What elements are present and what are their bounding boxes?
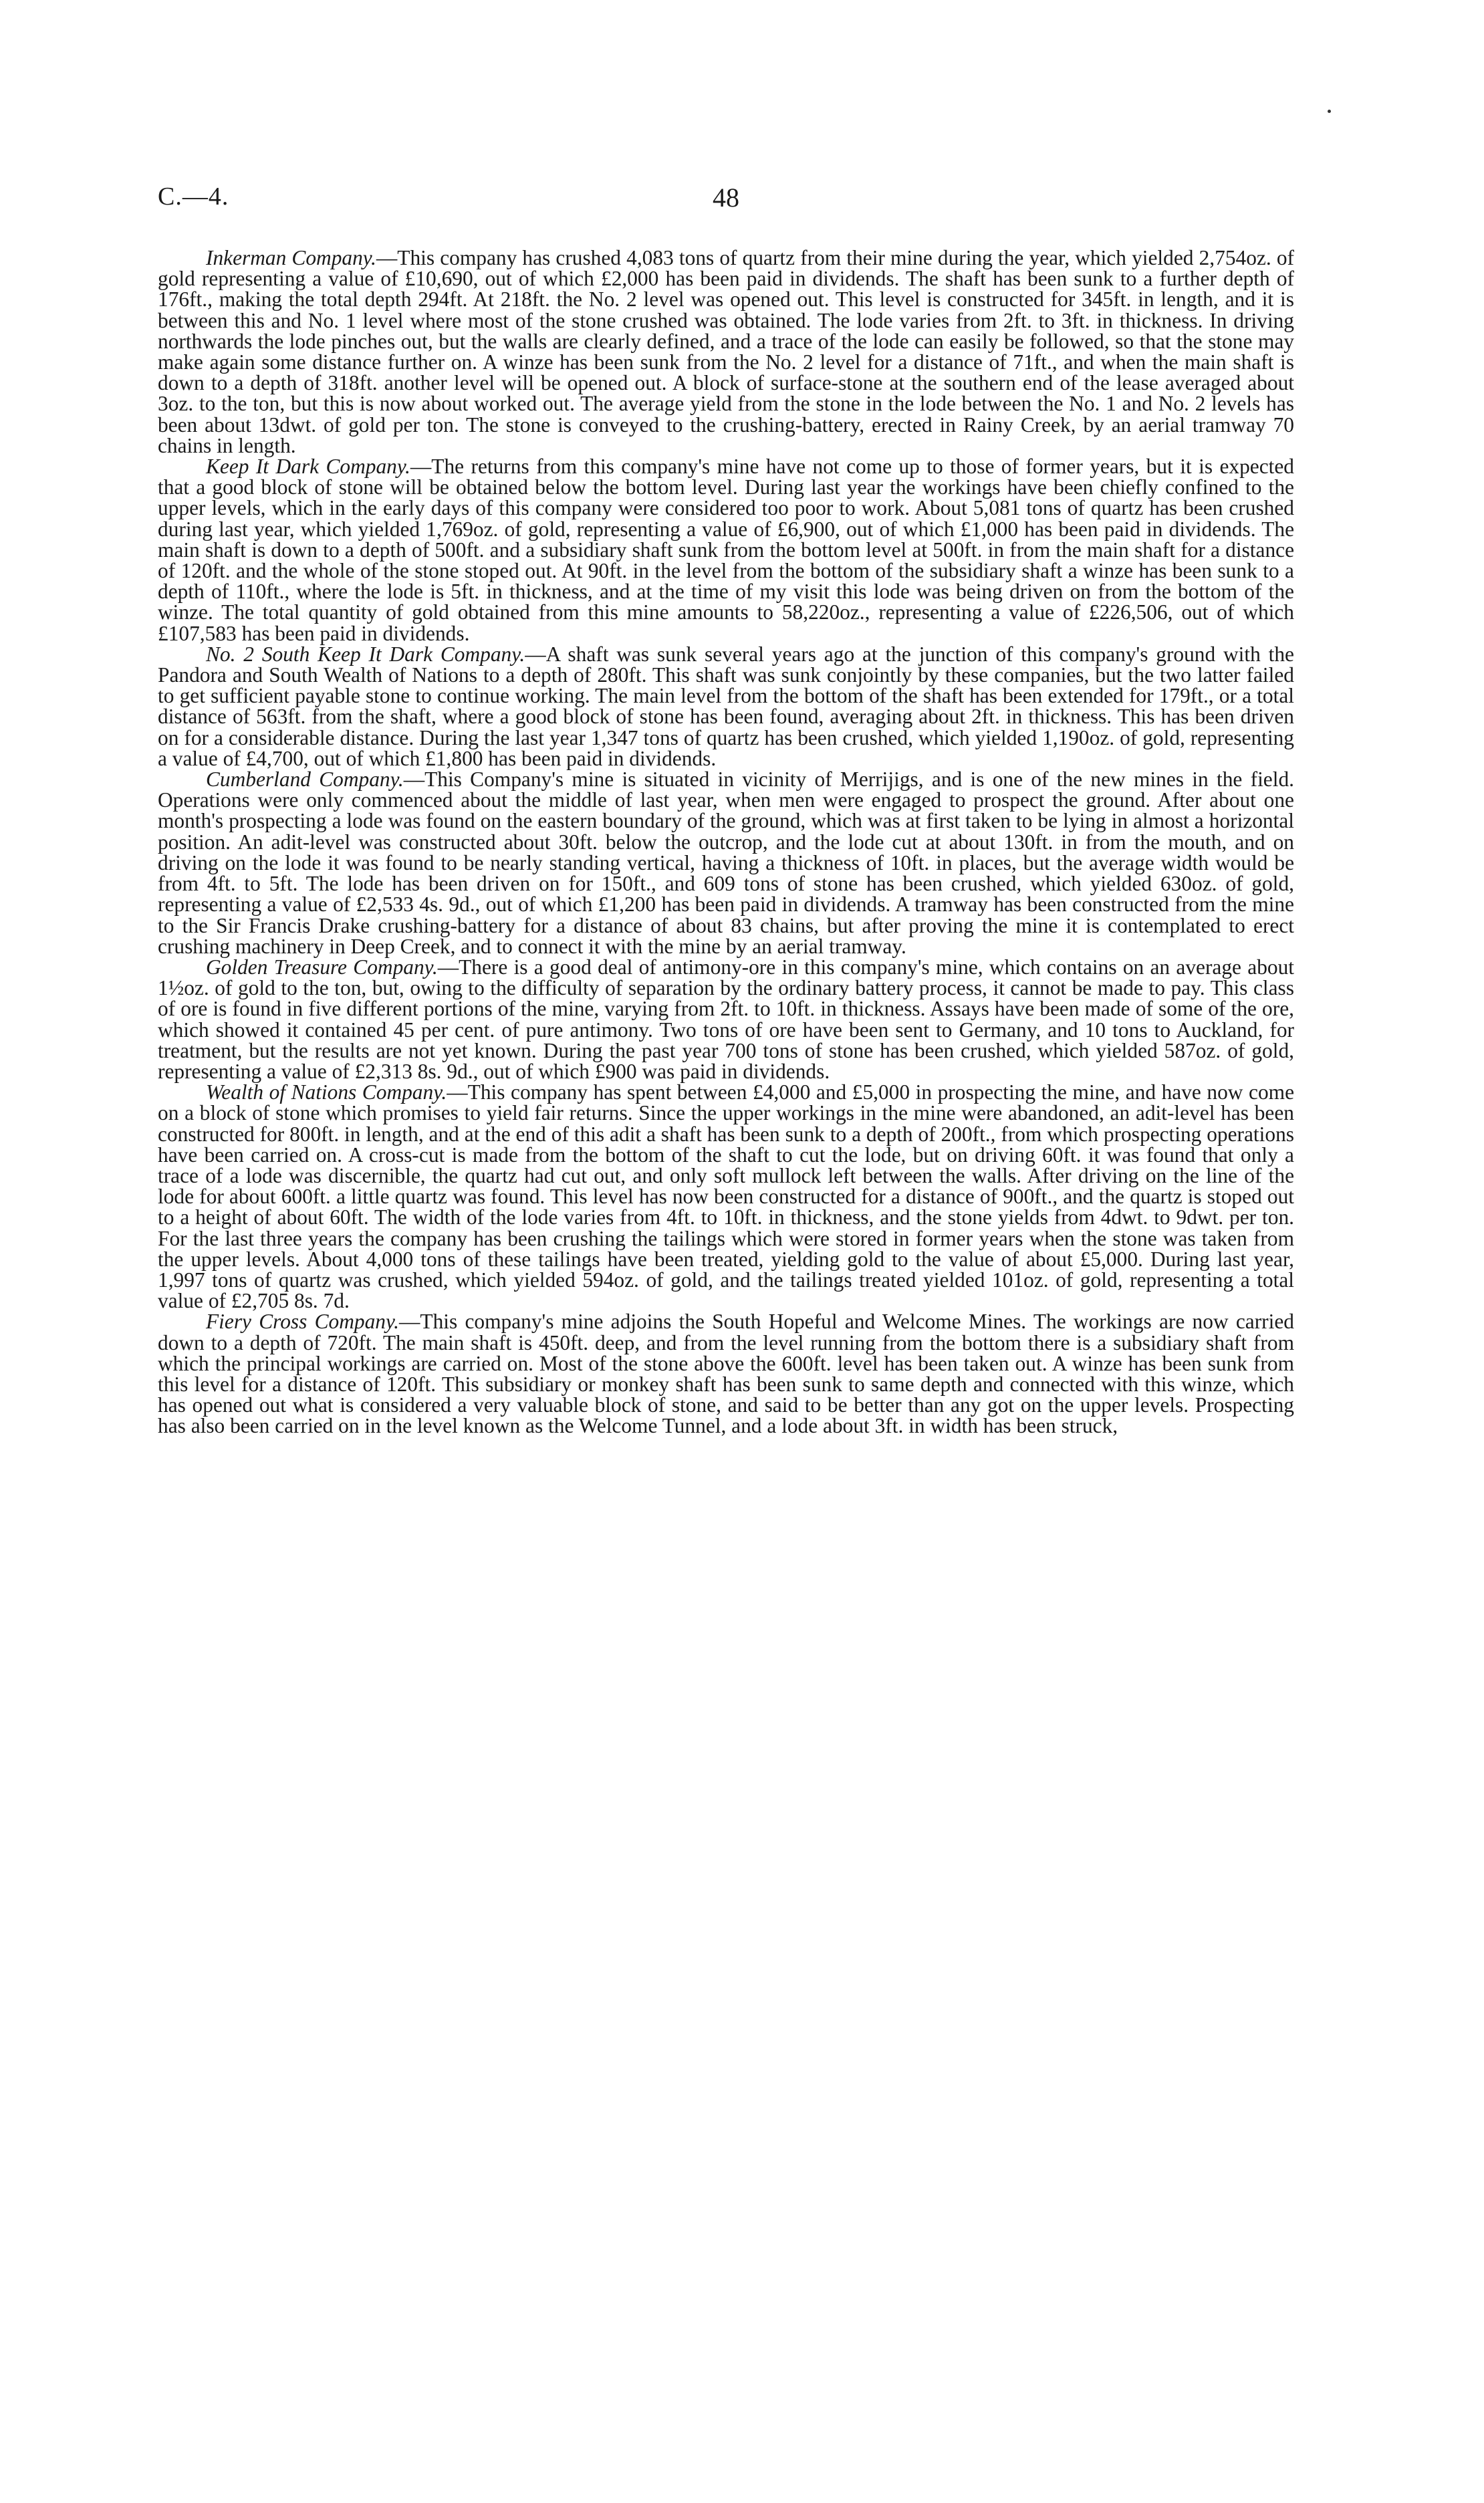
- paragraph-wealth-of-nations: [158, 1082, 1294, 1311]
- paragraph-text: —This company's mine adjoins the South Hopeful and Welcome Mines. The workings are now carried down to a depth of 720ft. The main shaft is 450ft. deep, and from the level running from the bottom there is a subsidiary shaft from which the principal workings are carried on. Most of the stone above the 600ft. level has been taken out. A winze has been sunk from this level for a distance of 120ft. This subsidiary or monkey shaft has been sunk to same depth and connected with this winze, which has opened out what is considered a very valuable block of stone, and said to be better than any got on the upper levels. Prospecting has also been carried on in the level known as the Welcome Tunnel, and a lode about 3ft. in width has been struck,: [158, 1310, 1294, 1438]
- paragraph-text: —This Company's mine is situated in vicinity of Merrijigs, and is one of the new mines in the field. Operations were only commenced about the middle of last year, when men were engaged to prospect the ground. After about one month's prospecting a lode was found on the eastern boundary of the ground, which was at first taken to be lying in almost a horizontal position. An adit-level was constructed about 30ft. below the outcrop, and the lode cut at about 130ft. in from the mouth, and on driving on the lode it was found to be nearly standing vertical, having a thickness of 10ft. in places, but the average width would be from 4ft. to 5ft. The lode has been driven on for 150ft., and 609 tons of stone has been crushed, which yielded 630oz. of gold, representing a value of £2,533 4s. 9d., out of which £1,200 has been paid in dividends. A tramway has been constructed from the mine to the Sir Francis Drake crushing-battery for a distance of about 83 chains, but after proving the mine it is contemplated to erect crushing machinery in Deep Creek, and to connect it with the mine by an aerial tramway.: [158, 767, 1294, 958]
- company-heading: Keep It Dark Company.: [206, 455, 410, 479]
- company-heading: Golden Treasure Company.: [206, 955, 438, 979]
- paragraph-text: —The returns from this company's mine have not come up to those of former years, but it is expected that a good block of stone will be obtained below the bottom level. During last year the workings have been chiefly confined to the upper levels, which in the early days of this company were considered too poor to work. About 5,081 tons of quartz has been crushed during last year, which yielded 1,769oz. of gold, representing a value of £6,900, out of which £1,000 has been paid in dividends. The main shaft is down to a depth of 500ft. and a subsidiary shaft sunk from the bottom level at 500ft. in from the main shaft for a distance of 120ft. and the whole of the stone stoped out. At 90ft. in the level from the bottom of the subsidiary shaft a winze has been sunk to a depth of 110ft., where the lode is 5ft. in thickness, and at the time of my visit this lode was being driven on from the bottom of the winze. The total quantity of gold obtained from this mine amounts to 58,220oz., representing a value of £226,506, out of which £107,583 has been paid in dividends.: [158, 455, 1294, 645]
- paragraph-text: —This company has crushed 4,083 tons of quartz from their mine during the year, which yielded 2,754oz. of gold representing a value of £10,690, out of which £2,000 has been paid in dividends. The shaft has been sunk to a further depth of 176ft., making the total depth 294ft. At 218ft. the No. 2 level was opened out. This level is constructed for 345ft. in length, and it is between this and No. 1 level where most of the stone crushed was obtained. The lode varies from 2ft. to 3ft. in thickness. In driving northwards the lode pinches out, but the walls are clearly defined, and a trace of the lode can easily be followed, so that the stone may make again some distance further on. A winze has been sunk from the No. 2 level for a distance of 71ft., and when the main shaft is down to a depth of 318ft. another level will be opened out. A block of surface-stone at the southern end of the lease averaged about 3oz. to the ton, but this is now about worked out. The average yield from the stone in the lode between the No. 1 and No. 2 levels has been about 13dwt. of gold per ton. The stone is conveyed to the crushing-battery, erected in Rainy Creek, by an aerial tramway 70 chains in length.: [158, 246, 1294, 457]
- paragraph-golden-treasure: [158, 957, 1294, 1082]
- paragraph-cumberland: [158, 769, 1294, 957]
- company-heading: Cumberland Company.: [206, 767, 404, 792]
- paragraph-text: —A shaft was sunk several years ago at the junction of this company's ground with the Pandora and South Wealth of Nations to a depth of 280ft. This shaft was sunk conjointly by these companies, but the two latter failed to get sufficient payable stone to continue working. The main level from the bottom of the shaft has been extended for 179ft., or a total distance of 563ft. from the shaft, where a good block of stone has been found, averaging about 2ft. in thickness. This has been driven on for a considerable distance. During the last year 1,347 tons of quartz has been crushed, which yielded 1,190oz. of gold, representing a value of £4,700, out of which £1,800 has been paid in dividends.: [158, 642, 1294, 770]
- page-number: 48: [713, 183, 739, 213]
- page-header: [158, 182, 1294, 222]
- company-heading: No. 2 South Keep It Dark Company.: [206, 642, 525, 666]
- company-heading: Wealth of Nations Company.: [206, 1080, 447, 1104]
- body-text: [158, 247, 1294, 1437]
- paragraph-fiery-cross: [158, 1311, 1294, 1436]
- paragraph-inkerman: [158, 247, 1294, 456]
- paragraph-text: —There is a good deal of antimony-ore in this company's mine, which contains on an average about 1½oz. of gold to the ton, but, owing to the difficulty of separation by the ordinary battery process, it cannot be made to pay. This class of ore is found in five different portions of the mine, varying from 2ft. to 10ft. in thickness. Assays have been made of some of the ore, which showed it contained 45 per cent. of pure antimony. Two tons of ore have been sent to Germany, and 10 tons to Auckland, for treatment, but the results are not yet known. During the past year 700 tons of stone has been crushed, which yielded 587oz. of gold, representing a value of £2,313 8s. 9d., out of which £900 was paid in dividends.: [158, 955, 1294, 1083]
- company-heading: Fiery Cross Company.: [206, 1310, 400, 1334]
- paragraph-text: —This company has spent between £4,000 and £5,000 in prospecting the mine, and have now come on a block of stone which promises to yield fair returns. Since the upper workings in the mine were abandoned, an adit-level has been constructed for 800ft. in length, and at the end of this adit a shaft has been sunk to a depth of 200ft., from which prospecting operations have been carried on. A cross-cut is made from the bottom of the shaft to cut the lode, but on driving 60ft. it was found that only a trace of a lode was discernible, the quartz had cut out, and only soft mullock left between the walls. After driving on the line of the lode for about 600ft. a little quartz was found. This level has now been constructed for a distance of 900ft., and the quartz is stoped out to a height of about 60ft. The width of the lode varies from 4ft. to 10ft. in thickness, and the stone yields from 4dwt. to 9dwt. per ton. For the last three years the company has been crushing the tailings which were stored in former years when the stone was taken from the upper levels. About 4,000 tons of these tailings have been treated, yielding gold to the value of about £5,000. During last year, 1,997 tons of quartz was crushed, which yielded 594oz. of gold, and the tailings treated yielded 101oz. of gold, representing a total value of £2,705 8s. 7d.: [158, 1080, 1294, 1313]
- stray-ink-mark: [1328, 110, 1331, 113]
- document-code: C.—4.: [158, 183, 229, 211]
- paragraph-keep-it-dark: [158, 456, 1294, 644]
- company-heading: Inkerman Company.: [206, 246, 376, 269]
- paragraph-no2-south-keep-it-dark: [158, 644, 1294, 769]
